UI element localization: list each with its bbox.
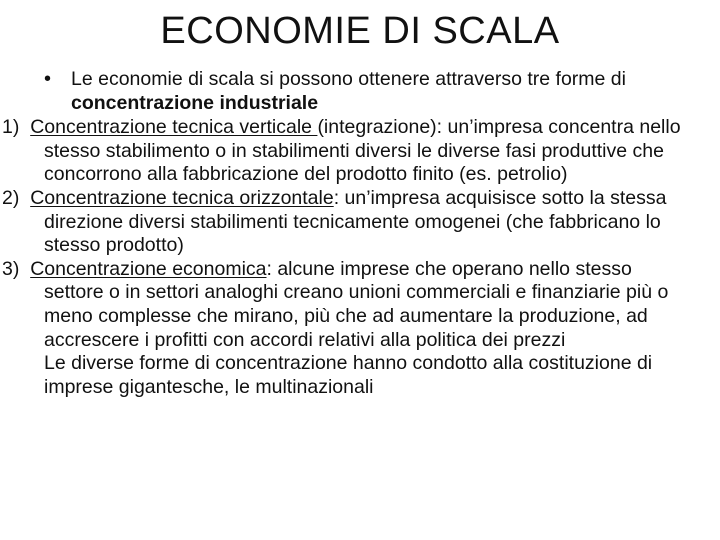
list-item-3 [2,257,684,352]
list-item-2 [2,186,684,258]
list-item-number: 1) [2,116,20,139]
list-item-number: 2) [2,186,20,209]
intro-bold-term: concentrazione industriale [71,91,319,114]
bullet-icon: • [44,68,52,90]
conclusion-paragraph: Le diverse forme di concentrazione hanno condotto alla costituzione di imprese gigantesche, le multinazionali [44,352,653,398]
list-item-text: : alcune imprese che operano nello stesso settore o in settori analoghi creano unioni commerciali e finanziarie più o meno complesse che mirano, più che ad aumentare la produzione, ad accrescere i profitti con accordi relativi alla politica dei prezzi [44,257,669,351]
list-item-text: : un’impresa acquisisce sotto la stessa direzione diversi stabilimenti tecnicamente omogenei (che fabbricano lo stesso prodotto) [44,186,667,257]
list-item-heading: Concentrazione tecnica orizzontale [30,186,334,209]
list-item-text: (integrazione): un’impresa concentra nello stesso stabilimento o in stabilimenti diversi le diverse fasi produttive che concorrono alla fabbricazione del prodotto finito (es. petrolio) [44,116,681,186]
slide-title: ECONOMIE DI SCALA [160,10,560,52]
intro-text: Le economie di scala si possono ottenere attraverso tre forme di [71,68,626,90]
slide-body [2,68,684,399]
intro-paragraph [44,68,684,115]
list-item-heading: Concentrazione tecnica verticale [30,116,318,139]
list-item-heading: Concentrazione economica [30,257,267,280]
list-item-1 [2,116,684,187]
list-item-number: 3) [2,257,20,280]
